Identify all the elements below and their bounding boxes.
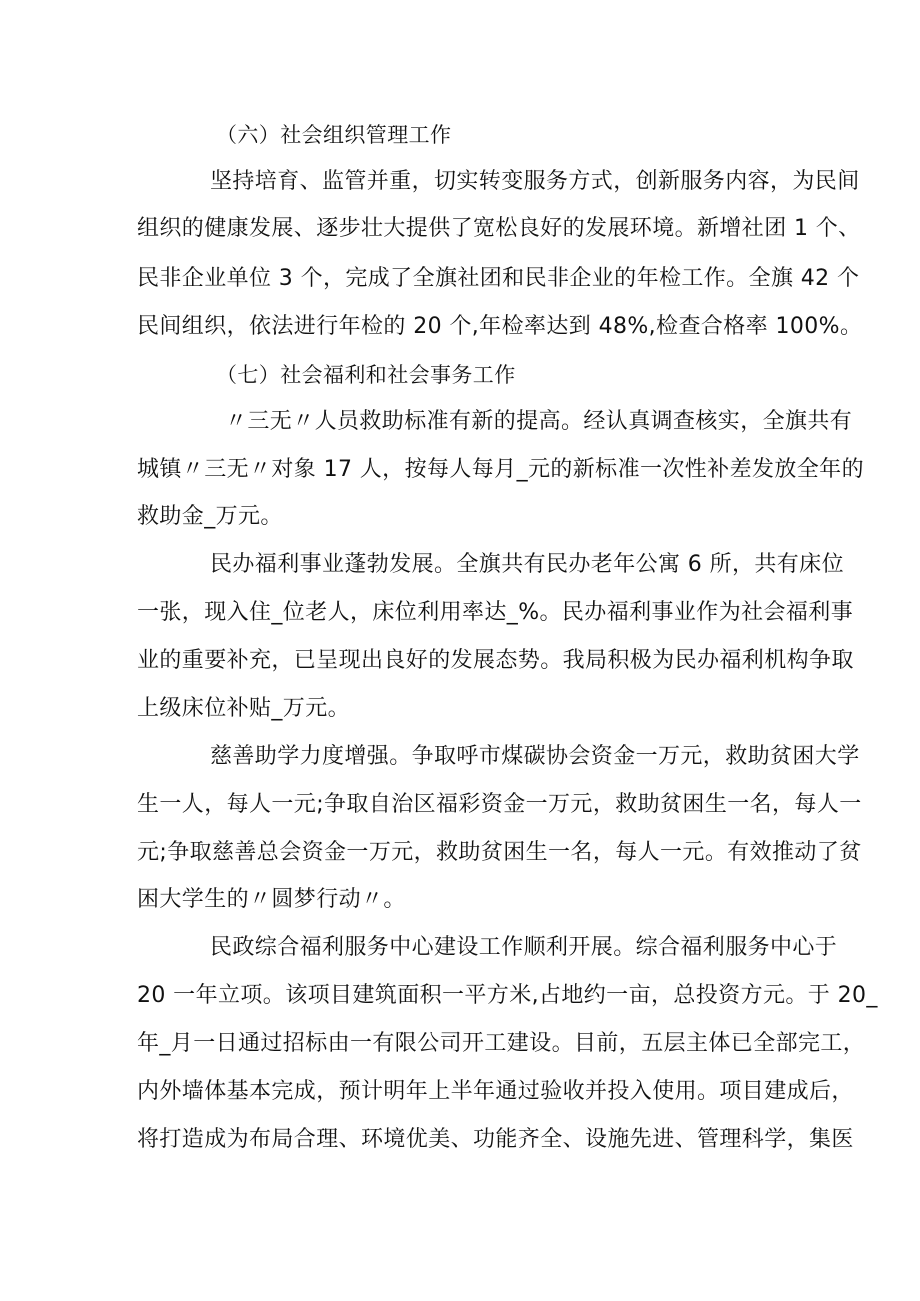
paragraph-line: 救助金_万元。 [137, 504, 283, 529]
paragraph-line: 民非企业单位 3 个，完成了全旗社团和民非企业的年检工作。全旗 42 个 [137, 266, 860, 291]
paragraph-line: 民办福利事业蓬勃发展。全旗共有民办老年公寓 6 所，共有床位 [210, 552, 844, 577]
paragraph-line: 困大学生的〃圆梦行动〃。 [137, 887, 406, 912]
paragraph-line: 业的重要补充，已呈现出良好的发展态势。我局积极为民办福利机构争取 [137, 648, 854, 673]
paragraph-line: 年_月一日通过招标由一有限公司开工建设。目前，五层主体已全部完工， [137, 1031, 866, 1056]
paragraph-line: 20 一年立项。该项目建筑面积一平方米,占地约一亩，总投资方元。于 20_ [137, 983, 878, 1008]
paragraph-line: 生一人，每人一元;争取自治区福彩资金一万元，救助贫困生一名，每人一 [137, 792, 862, 817]
paragraph-line: 上级床位补贴_万元。 [137, 696, 351, 721]
paragraph-line: 组织的健康发展、逐步壮大提供了宽松良好的发展环境。新增社团 1 个、 [137, 216, 861, 241]
paragraph-line: 民政综合福利服务中心建设工作顺利开展。综合福利服务中心于 [210, 935, 838, 960]
paragraph-line: 〃三无〃人员救助标准有新的提高。经认真调查核实，全旗共有 [225, 409, 853, 434]
paragraph-line: 内外墙体基本完成，预计明年上半年通过验收并投入使用。项目建成后， [137, 1079, 854, 1104]
section-heading-social-welfare: （七）社会福利和社会事务工作 [216, 363, 516, 387]
paragraph-line: 将打造成为布局合理、环境优美、功能齐全、设施先进、管理科学，集医 [137, 1127, 854, 1152]
paragraph-line: 元;争取慈善总会资金一万元，救助贫困生一名，每人一元。有效推动了贫 [137, 840, 862, 865]
paragraph-line: 一张，现入住_位老人，床位利用率达_%。民办福利事业作为社会福利事 [137, 600, 854, 625]
paragraph-line: 民间组织，依法进行年检的 20 个,年检率达到 48%,检查合格率 100%。 [137, 314, 863, 339]
section-heading-social-organization: （六）社会组织管理工作 [216, 123, 452, 147]
paragraph-line: 慈善助学力度增强。争取呼市煤碳协会资金一万元，救助贫困大学 [210, 744, 860, 769]
paragraph-line: 坚持培育、监管并重，切实转变服务方式，创新服务内容，为民间 [210, 169, 860, 194]
paragraph-line: 城镇〃三无〃对象 17 人，按每人每月_元的新标准一次性补差发放全年的 [137, 457, 864, 482]
